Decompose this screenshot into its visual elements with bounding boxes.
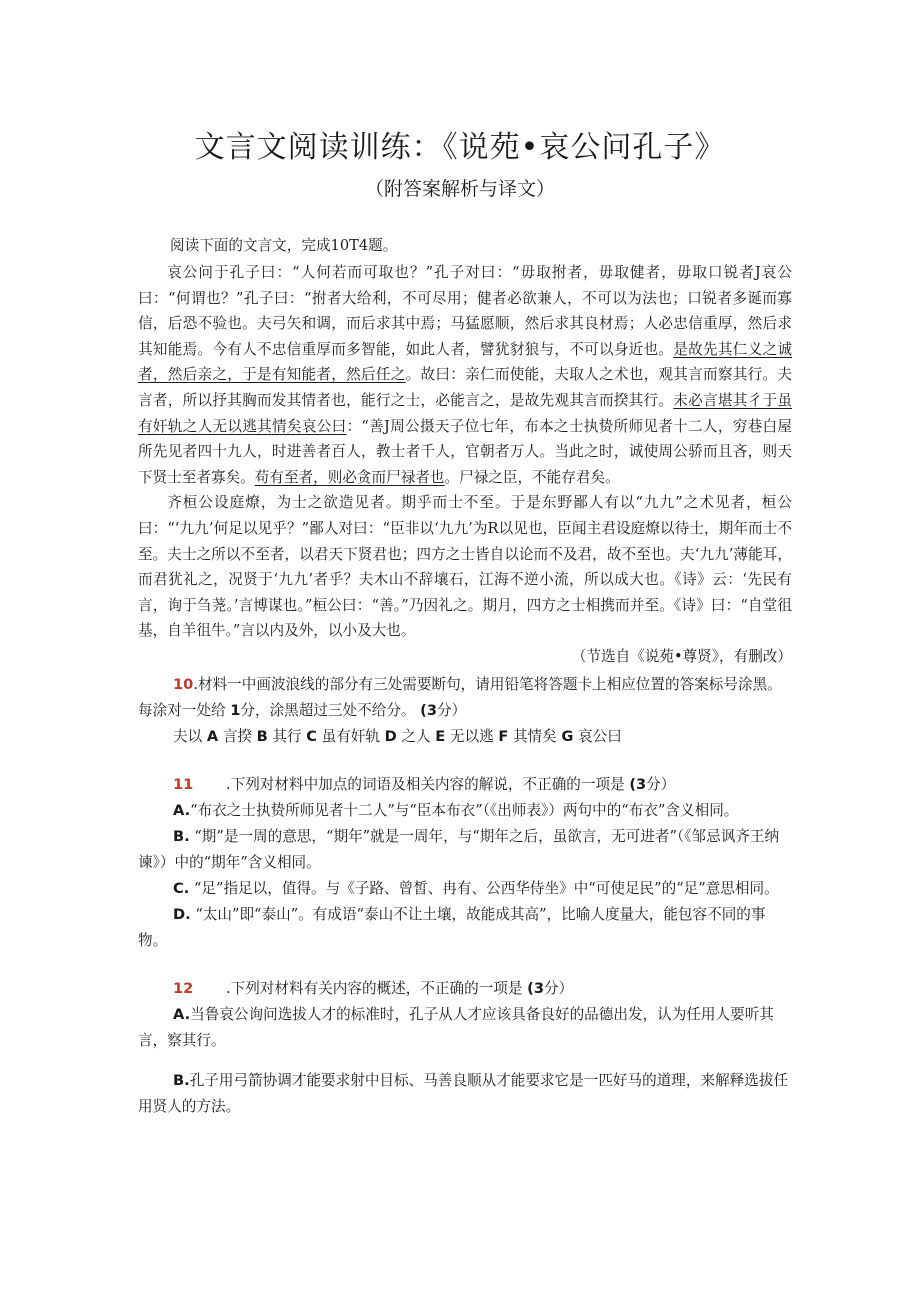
question-number: 12 xyxy=(173,979,194,997)
option-b[interactable] xyxy=(138,1068,792,1120)
mark-label[interactable]: D xyxy=(384,727,397,745)
passage-two: 齐桓公设庭燎，为士之欲造见者。期乎而士不至。于是东野鄙人有以“九九”之术见者，桓公曰：“‘九九’何足以见乎？”鄙人对曰：“臣非以‘九九’为R以见也，臣闻主君设庭燎以待士，期年而士不至。夫士之所以不至者，以君天下贤君也；四方之士皆自以论而不及君，故不至也。夫‘九九’薄能耳，而君犹礼之，况贤于‘九九’者乎？夫木山不辞壤石，江海不逆小流，所以成大也。《诗》云：‘先民有言，询于刍荛。’言博谋也。”桓公曰：“善。”乃因礼之。期月，四方之士相携而并至。《诗》曰：“自堂徂基，自羊徂牛。”言以内及外，以小及大也。 xyxy=(138,494,792,640)
option-text: “布衣之士执贽所师见者十二人”与“臣本布衣”（《出师表》）两句中的“布衣”含义相同。 xyxy=(190,801,739,819)
question-number: 10 xyxy=(173,675,194,693)
segment-text: 言揆 xyxy=(222,727,253,745)
segment-text: 其情矣 xyxy=(512,727,557,745)
option-d[interactable] xyxy=(138,902,792,954)
score-label-tail: 分） xyxy=(543,979,574,997)
passage-one-part: ：“善J周公摄天子位七年，布本之士执贽所师见者十二人，穷巷白屋所先见者四十九人，时进善者百人，教士者千人，官朝者万人。当此之时，诚使周公骄而且吝，则天下贤士至者寡矣。 xyxy=(138,417,792,486)
question-text: 分，涂黑超过三处不给分。 xyxy=(240,701,416,719)
mark-label[interactable]: E xyxy=(435,727,446,745)
question-text: .材料一中画波浪线的部分有三处需要断句，请用铅笔将答题卡上相应位置的答案标号涂黑。每涂对一处给 xyxy=(138,675,782,719)
option-text: “太山”即“泰山”。有成语“泰山不让土壤，故能成其高”，比喻人度量大，能包容不同的事物。 xyxy=(138,905,766,949)
segment-text: 哀公曰 xyxy=(578,727,622,745)
underlined-sentence: 是故先其仁义之诚者，然后亲之，于是有知能者，然后任之 xyxy=(138,340,792,384)
wavy-line-sentence: 未必言堪其彳于虽有奸轨之人无以逃其情矣哀公曰 xyxy=(138,391,792,435)
option-text: 当鲁哀公询问选拔人才的标准时，孔子从人才应该具备良好的品德出发，认为任用人要听其言，察其行。 xyxy=(138,1005,774,1049)
segment-text: 虽有奸轨 xyxy=(321,727,381,745)
segment-text: 之人 xyxy=(401,727,431,745)
option-b[interactable] xyxy=(138,824,792,876)
option-label: C. xyxy=(173,879,190,897)
score-label: (3 xyxy=(629,775,647,793)
question-12 xyxy=(138,976,792,1002)
option-c[interactable] xyxy=(138,876,792,902)
spacer xyxy=(138,750,792,768)
q10-options xyxy=(138,724,792,750)
option-a[interactable] xyxy=(138,798,792,824)
segment-text: 其行 xyxy=(272,727,302,745)
segment-text: 夫以 xyxy=(173,727,203,745)
question-text: .下列对材料中加点的词语及相关内容的解说，不正确的一项是 xyxy=(225,775,625,793)
score-label: (3 xyxy=(420,701,437,719)
question-10 xyxy=(138,672,792,724)
option-a[interactable] xyxy=(138,1002,792,1054)
points-value: 1 xyxy=(230,701,241,719)
mark-label[interactable]: G xyxy=(561,727,574,745)
question-text: .下列对材料有关内容的概述，不正确的一项是 xyxy=(225,979,523,997)
question-11 xyxy=(138,772,792,798)
option-label: D. xyxy=(173,905,191,923)
score-label-tail: 分） xyxy=(436,701,467,719)
mark-label[interactable]: B xyxy=(256,727,268,745)
mark-label[interactable]: A xyxy=(206,727,219,745)
question-number: 11 xyxy=(173,775,194,793)
option-label: A. xyxy=(173,801,191,819)
passage-one xyxy=(138,260,792,490)
passage-one-part: 哀公问于孔子曰：“人何若而可取也？”孔子对曰：“毋取拊者，毋取健者，毋取口锐者J哀公曰：“何谓也？”孔子曰：“拊者大给利，不可尽用；健者必欲兼人，不可以为法也；口锐者多诞而寡信，后恐不验也。夫弓矢和调，而后求其中焉；马猛愿顺，然后求其良材焉；人必忠信重厚，然后求其知能焉。今有人不忠信重厚而多智能，如此人者，譬犹豺狼与，不可以身近也。 xyxy=(138,264,792,358)
document-body xyxy=(138,260,792,1120)
option-label: B. xyxy=(173,827,190,845)
passage-one-part: 。尸禄之臣，不能存君矣。 xyxy=(444,468,620,486)
passage-one-part: 。故曰：亲仁而使能，夫取人之术也，观其言而察其行。夫言者，所以抒其胸而发其情者也，能行之士，必能言之，是故先观其言而揆其行。 xyxy=(138,366,792,409)
segment-text: 无以逃 xyxy=(449,727,494,745)
option-text: “期”是一周的意思，“期年”就是一周年，与“期年之后，虽欲言，无可进者”（《邹忌讽齐王纳谏》）中的“期年”含义相同。 xyxy=(138,827,780,871)
mark-label[interactable]: C xyxy=(306,727,317,745)
page-subtitle: （附答案解析与译文） xyxy=(364,178,555,200)
option-text: “足”指足以，值得。与《子路、曾皙、冉有、公西华侍坐》中“可使足民”的“足”意思相同。 xyxy=(193,879,779,897)
option-text: 孔子用弓箭协调才能要求射中目标、马善良顺从才能要求它是一匹好马的道理，来解释选拔任用贤人的方法。 xyxy=(138,1071,789,1115)
page-title: 文言文阅读训练：《说苑•哀公问孔子》 xyxy=(194,130,726,165)
score-label-tail: 分） xyxy=(646,775,676,793)
underlined-sentence: 苟有至者，则必贪而尸禄者也 xyxy=(254,468,445,486)
source-note: （节选自《说苑•尊贤》，有删改） xyxy=(571,647,792,665)
option-label: A. xyxy=(173,1005,191,1023)
intro-instruction: 阅读下面的文言文，完成10T4题。 xyxy=(170,237,398,254)
score-label: (3 xyxy=(527,979,544,997)
spacer xyxy=(138,954,792,972)
mark-label[interactable]: F xyxy=(498,727,509,745)
option-label: B. xyxy=(173,1071,190,1089)
